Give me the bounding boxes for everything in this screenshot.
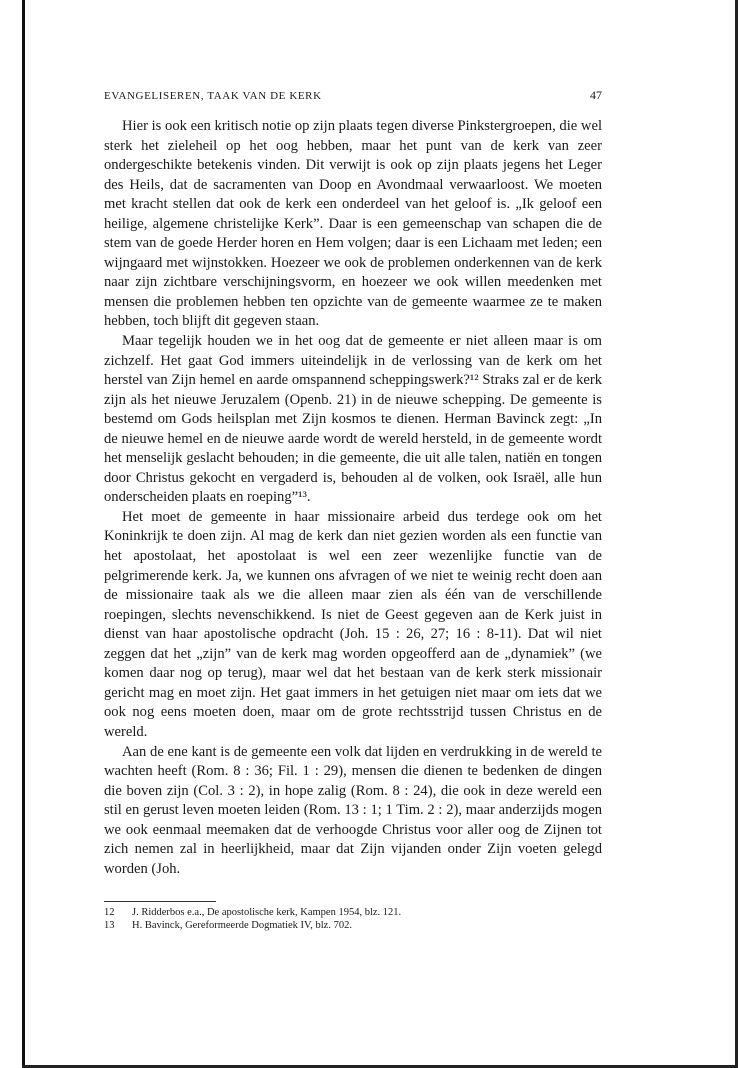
scan-border-left xyxy=(22,0,25,1068)
paragraph: Het moet de gemeente in haar missionaire arbeid dus terdege ook om het Koninkrijk te doen zijn. Al mag de kerk dan niet gezien worden als een functie van het apostolaat, het apostolaat is wel een zeer wezenlijke functie van de pelgrimerende kerk. Ja, we kunnen ons afvragen of we niet te weinig recht doen aan de missionaire taak als we die alleen maar zien als één van de verschillende roepingen, slechts nevenschikkend. Is niet de Geest gegeven aan de Kerk juist in dienst van haar apostolische opdracht (Joh. 15 : 26, 27; 16 : 8-11). Dat wil niet zeggen dat het „zijn” van de kerk mag worden opgeofferd aan de „dynamiek” (we komen daar nog op terug), maar wel dat het bestaan van de kerk sterk missionair gericht mag en moet zijn. Het gaat immers in het getuigen niet maar om iets dat we ook nog eens moeten doen, maar om de grote rechtsstrijd tussen Christus en de wereld. xyxy=(104,508,602,740)
paragraph: Aan de ene kant is de gemeente een volk dat lijden en verdrukking in de wereld te wachten heeft (Rom. 8 : 36; Fil. 1 : 29), mensen die dienen te bedenken de dingen die boven zijn (Col. 3 : 2), in hope zalig (Rom. 8 : 24), die ook in deze wereld een stil en gerust leven moeten leiden (Rom. 13 : 1; 1 Tim. 2 : 2), maar anderzijds mogen we ook eenmaal meemaken dat de verhoogde Christus voor aller oog de Zijnen tot zich nemen zal in heerlijkheid, maar dat Zijn vijanden onder Zijn voeten gelegd worden (Joh. xyxy=(104,743,602,877)
footnote xyxy=(104,919,602,932)
footnote-text: J. Ridderbos e.a., De apostolische kerk, Kampen 1954, blz. 121. xyxy=(132,907,402,919)
running-head-title: EVANGELISEREN, TAAK VAN DE KERK xyxy=(104,90,322,102)
paragraph: Maar tegelijk houden we in het oog dat de gemeente er niet alleen maar is om zichzelf. Het gaat God immers uiteindelijk in de verlossing van de kerk om het herstel van Zijn hemel en aarde omspannend scheppingswerk?¹² Straks zal er de kerk zijn als het nieuwe Jeruzalem (Openb. 21) in de nieuwe schepping. De gemeente is bestemd om Gods heilsplan met Zijn kosmos te dienen. Herman Bavinck zegt: „In de nieuwe hemel en de nieuwe aarde wordt de wereld hersteld, in de gemeente wordt het menselijk geslacht behouden; in die gemeente, die uit alle talen, natiën en tongen door Christus gekocht en vergaderd is, behouden al de volken, ook Israël, alle hun onderscheiden plaats en roeping”¹³. xyxy=(104,333,602,506)
page-number: 47 xyxy=(590,88,602,102)
footnote xyxy=(104,906,602,919)
footnote-number: 12 xyxy=(104,907,115,919)
body-text xyxy=(104,117,602,879)
running-head xyxy=(104,88,602,103)
footnotes xyxy=(104,901,602,932)
footnote-number: 13 xyxy=(104,920,115,932)
book-page xyxy=(104,88,602,932)
footnote-rule xyxy=(104,901,216,902)
footnote-text: H. Bavinck, Gereformeerde Dogmatiek IV, blz. 702. xyxy=(132,920,352,932)
paragraph: Hier is ook een kritisch notie op zijn plaats tegen diverse Pinkstergroepen, die wel sterk het zieleheil op het oog hebben, maar het punt van de kerk van zeer ondergeschikte betekenis vinden. Dit verwijt is ook op zijn plaats jegens het Leger des Heils, dat de sacramenten van Doop en Avondmaal verwaarloost. We moeten met kracht stellen dat ook de kerk een onderdeel van het geloof is. „Ik geloof een heilige, algemene christelijke Kerk”. Daar is een gemeenschap van schapen die de stem van de goede Herder horen en Hem volgen; daar is een Lichaam met leden; een wijngaard met wijnstokken. Hoezeer we ook de problemen onderkennen van de kerk naar zijn zichtbare verschijningsvorm, en hoezeer we ook willen meedenken met mensen die problemen hebben ten opzichte van de gemeente waarmee ze te maken hebben, toch blijft dit gegeven staan. xyxy=(104,118,602,330)
